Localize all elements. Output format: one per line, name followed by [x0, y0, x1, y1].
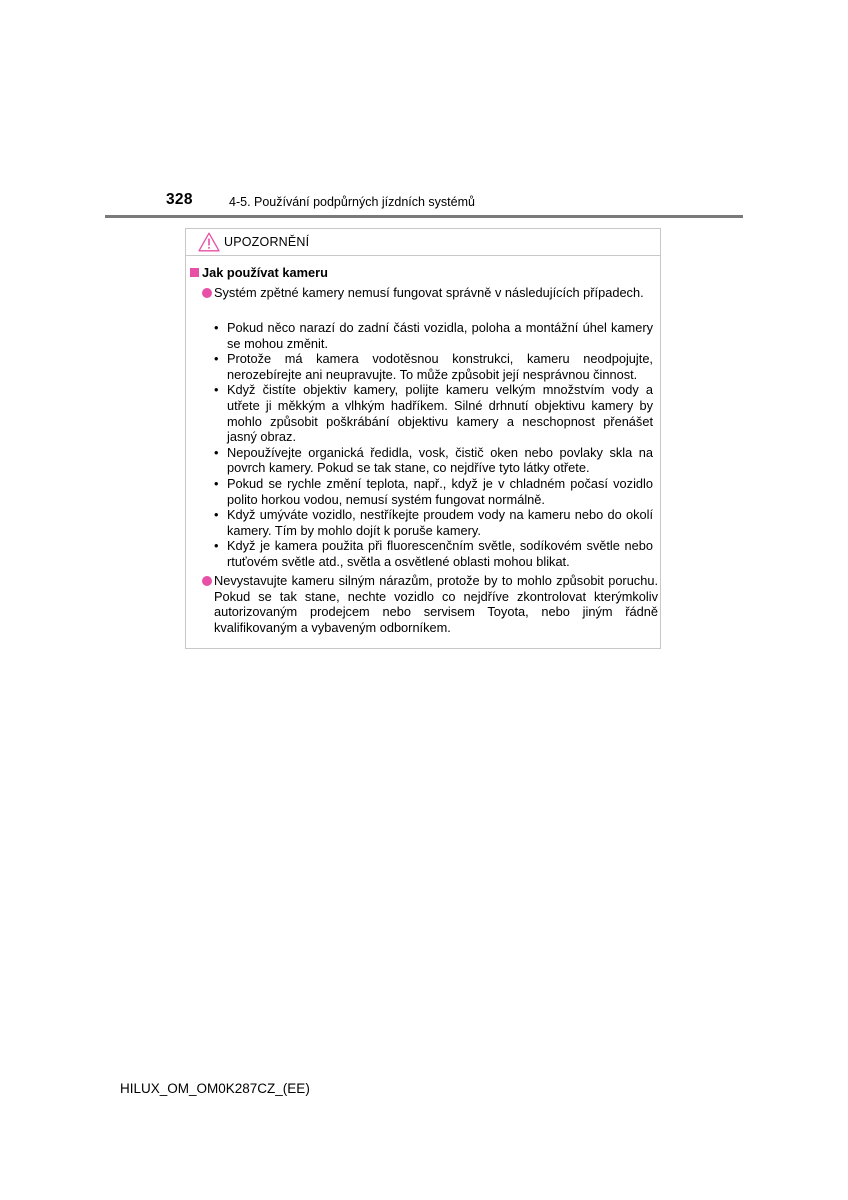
list-item [213, 351, 653, 382]
list-item [213, 445, 653, 476]
document-code: HILUX_OM_OM0K287CZ_(EE) [120, 1081, 310, 1096]
list-item-text: Když je kamera použita při fluorescenčním světle, sodíkovém světle nebo rtuťovém světle atd., světla a osvětlené oblasti mohou blikat. [227, 538, 653, 569]
caution-box [185, 228, 661, 649]
list-item [213, 320, 653, 351]
caution-item-1 [202, 285, 658, 301]
bullet-dot-icon: • [214, 320, 219, 335]
page-number: 328 [166, 191, 193, 208]
caution-item-2-text: Nevystavujte kameru silným nárazům, protože by to mohlo způsobit poruchu. Pokud se tak stane, nechte vozidlo co nejdříve zkontrolovat kterýmkoliv autorizovaným prodejcem nebo servisem Toyota, nebo jiným řádně kvalifikovaným a vybaveným odborníkem. [214, 573, 658, 635]
bullet-dot-icon: • [214, 382, 219, 398]
caution-header [186, 229, 660, 256]
pink-circle-bullet-icon [202, 576, 212, 586]
caution-item-2 [202, 573, 658, 635]
section-title: 4-5. Používání podpůrných jízdních systémů [229, 195, 475, 209]
caution-item-1-text: Systém zpětné kamery nemusí fungovat správně v následujících případech. [214, 285, 644, 300]
list-item [213, 382, 653, 444]
topic-heading [190, 265, 328, 280]
bullet-dot-icon: • [214, 351, 219, 367]
list-item-text: Když umýváte vozidlo, nestříkejte proudem vody na kameru nebo do okolí kamery. Tím by mohlo dojít k poruše kamery. [227, 507, 653, 538]
list-item [213, 476, 653, 507]
bullet-dot-icon: • [214, 475, 219, 491]
list-item [213, 538, 653, 569]
bullet-dot-icon: • [214, 538, 219, 554]
header-divider [105, 215, 743, 218]
caution-item-1-bullets [213, 320, 653, 570]
pink-circle-bullet-icon [202, 288, 212, 298]
bullet-dot-icon: • [214, 507, 219, 523]
list-item-text: Když čistíte objektiv kamery, polijte kameru velkým množstvím vody a utřete ji měkkým a vlhkým hadříkem. Silné drhnutí objektivu kamery by mohlo způsobit poškrábání objektivu kamery a neschopnost přenášet jasný obraz. [227, 382, 653, 445]
bullet-dot-icon: • [214, 444, 219, 460]
list-item-text: Nepoužívejte organická ředidla, vosk, čistič oken nebo povlaky skla na povrch kamery. Pokud se tak stane, co nejdříve tyto látky otřete. [227, 444, 653, 476]
list-item-text: Pokud něco narazí do zadní části vozidla, poloha a montážní úhel kamery se mohou změnit. [227, 320, 653, 351]
list-item-text: Protože má kamera vodotěsnou konstrukci, kameru neodpojujte, nerozebírejte ani neupravujte. To může způsobit její nesprávnou činnost. [227, 351, 653, 382]
caution-label: UPOZORNĚNÍ [224, 235, 310, 249]
list-item [213, 507, 653, 538]
topic-heading-text: Jak používat kameru [202, 265, 328, 280]
pink-square-icon [190, 268, 199, 277]
list-item-text: Pokud se rychle změní teplota, např., když je v chladném počasí vozidlo polito horkou vodou, nemusí systém fungovat normálně. [227, 475, 653, 507]
